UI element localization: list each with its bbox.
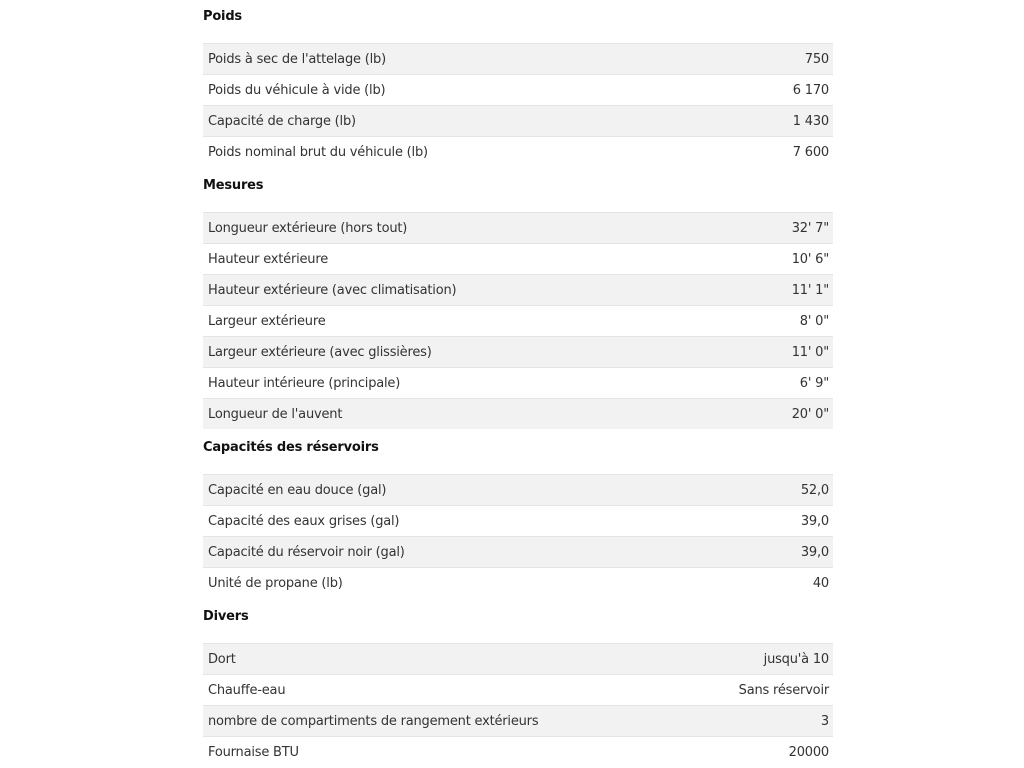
row-label: Hauteur extérieure (avec climatisation) <box>208 282 457 298</box>
row-value: 20' 0" <box>791 406 829 422</box>
row-value: Sans réservoir <box>738 682 829 698</box>
row-value: 8' 0" <box>799 313 829 329</box>
table-row <box>203 74 833 105</box>
spec-table <box>203 212 833 429</box>
spec-sheet <box>203 0 833 767</box>
row-label: Unité de propane (lb) <box>208 575 343 591</box>
table-row <box>203 105 833 136</box>
table-row <box>203 536 833 567</box>
row-label: Longueur extérieure (hors tout) <box>208 220 408 236</box>
table-row <box>203 474 833 505</box>
row-value: 750 <box>804 51 829 67</box>
table-row <box>203 367 833 398</box>
table-row <box>203 398 833 429</box>
row-value: 40 <box>812 575 829 591</box>
row-value: 39,0 <box>800 544 829 560</box>
row-label: Fournaise BTU <box>208 744 299 760</box>
row-label: Poids nominal brut du véhicule (lb) <box>208 144 428 160</box>
row-label: Hauteur extérieure <box>208 251 329 267</box>
table-row <box>203 505 833 536</box>
section-title: Poids <box>203 9 242 24</box>
row-value: 11' 1" <box>791 282 829 298</box>
row-value: 39,0 <box>800 513 829 529</box>
section-title: Capacités des réservoirs <box>203 440 379 455</box>
row-label: Capacité de charge (lb) <box>208 113 356 129</box>
row-label: Capacité du réservoir noir (gal) <box>208 544 405 560</box>
row-value: 6' 9" <box>799 375 829 391</box>
section-title: Divers <box>203 609 249 624</box>
table-row <box>203 567 833 598</box>
spec-table <box>203 43 833 167</box>
row-label: Poids à sec de l'attelage (lb) <box>208 51 386 67</box>
table-row <box>203 736 833 767</box>
row-label: Chauffe-eau <box>208 682 286 698</box>
row-label: Largeur extérieure <box>208 313 326 329</box>
section-divers <box>203 607 833 767</box>
table-row <box>203 305 833 336</box>
row-value: 32' 7" <box>791 220 829 236</box>
section-capacites-reservoirs <box>203 438 833 598</box>
row-label: Poids du véhicule à vide (lb) <box>208 82 386 98</box>
row-value: jusqu'à 10 <box>763 651 829 667</box>
table-row <box>203 212 833 243</box>
row-value: 7 600 <box>792 144 829 160</box>
section-mesures <box>203 176 833 429</box>
row-value: 20000 <box>788 744 829 760</box>
table-row <box>203 643 833 674</box>
table-row <box>203 336 833 367</box>
row-label: Capacité des eaux grises (gal) <box>208 513 400 529</box>
row-label: Largeur extérieure (avec glissières) <box>208 344 432 360</box>
table-row <box>203 274 833 305</box>
section-title: Mesures <box>203 178 264 193</box>
row-value: 11' 0" <box>791 344 829 360</box>
row-value: 6 170 <box>792 82 829 98</box>
row-label: nombre de compartiments de rangement extérieurs <box>208 713 539 729</box>
section-poids <box>203 7 833 167</box>
row-label: Longueur de l'auvent <box>208 406 343 422</box>
row-value: 10' 6" <box>791 251 829 267</box>
table-row <box>203 136 833 167</box>
row-label: Capacité en eau douce (gal) <box>208 482 387 498</box>
row-label: Hauteur intérieure (principale) <box>208 375 401 391</box>
row-value: 3 <box>820 713 829 729</box>
table-row <box>203 674 833 705</box>
row-label: Dort <box>208 651 236 667</box>
table-row <box>203 243 833 274</box>
row-value: 52,0 <box>800 482 829 498</box>
table-row <box>203 705 833 736</box>
spec-table <box>203 474 833 598</box>
table-row <box>203 43 833 74</box>
row-value: 1 430 <box>792 113 829 129</box>
spec-table <box>203 643 833 767</box>
